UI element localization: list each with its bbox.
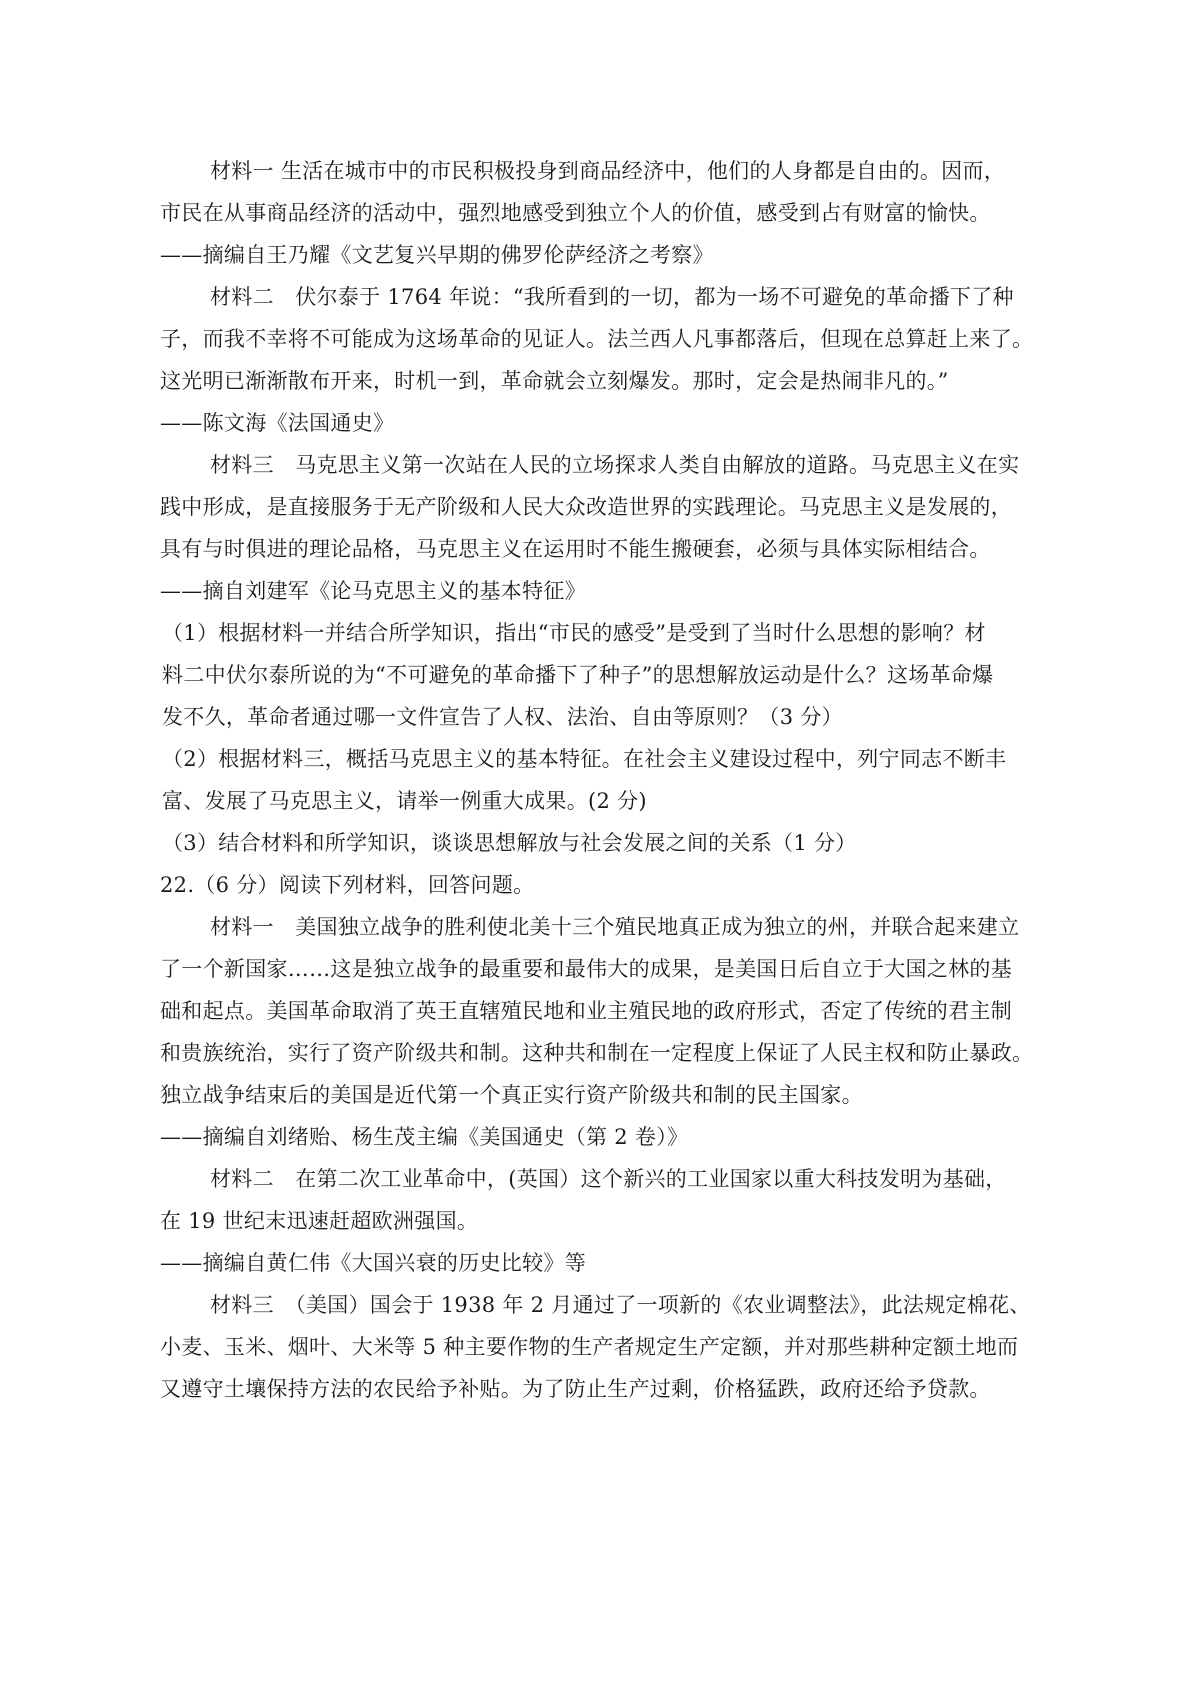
material-1-line-2: 市民在从事商品经济的活动中，强烈地感受到独立个人的价值，感受到占有财富的愉快。 xyxy=(160,201,991,225)
q22-material-1-line-5: 独立战争结束后的美国是近代第一个真正实行资产阶级共和制的民主国家。 xyxy=(160,1083,863,1107)
q22-material-1-line-1: 材料一 美国独立战争的胜利使北美十三个殖民地真正成为独立的州，并联合起来建立 xyxy=(210,915,1020,939)
page-content xyxy=(160,150,1034,1410)
material-1-line-1: 材料一 生活在城市中的市民积极投身到商品经济中，他们的人身都是自由的。因而， xyxy=(210,159,1006,183)
q22-material-2-line-2: 在 19 世纪末迅速赶超欧洲强国。 xyxy=(160,1209,479,1233)
material-2-line-2: 子，而我不幸将不可能成为这场革命的见证人。法兰西人凡事都落后，但现在总算赶上来了。 xyxy=(160,327,1034,351)
question-1-line-2: 料二中伏尔泰所说的为“不可避免的革命播下了种子”的思想解放运动是什么？这场革命爆 xyxy=(162,663,994,687)
material-2-line-1: 材料二 伏尔泰于 1764 年说：“我所看到的一切，都为一场不可避免的革命播下了种 xyxy=(210,285,1014,309)
q22-material-2-line-1: 材料二 在第二次工业革命中，(英国）这个新兴的工业国家以重大科技发明为基础， xyxy=(210,1167,1007,1191)
q22-material-3-line-3: 又遵守土壤保持方法的农民给予补贴。为了防止生产过剩，价格猛跌，政府还给予贷款。 xyxy=(160,1377,991,1401)
material-2-line-3: 这光明已渐渐散布开来，时机一到，革命就会立刻爆发。那时，定会是热闹非凡的。” xyxy=(160,369,949,393)
q22-material-1-source: ——摘编自刘绪贻、杨生茂主编《美国通史（第 2 卷）》 xyxy=(160,1125,689,1149)
q22-material-2-source: ——摘编自黄仁伟《大国兴衰的历史比较》等 xyxy=(160,1251,586,1275)
question-22-header: 22.（6 分）阅读下列材料，回答问题。 xyxy=(160,873,535,897)
q22-material-1-line-3: 础和起点。美国革命取消了英王直辖殖民地和业主殖民地的政府形式，否定了传统的君主制 xyxy=(160,999,1012,1023)
q22-material-1-line-2: 了一个新国家……这是独立战争的最重要和最伟大的成果，是美国日后自立于大国之林的基 xyxy=(160,957,1012,981)
q22-material-3-line-2: 小麦、玉米、烟叶、大米等 5 种主要作物的生产者规定生产定额，并对那些耕种定额土地而 xyxy=(160,1335,1019,1359)
q22-material-1-line-4: 和贵族统治，实行了资产阶级共和制。这种共和制在一定程度上保证了人民主权和防止暴政。 xyxy=(160,1041,1034,1065)
material-3-line-1: 材料三 马克思主义第一次站在人民的立场探求人类自由解放的道路。马克思主义在实 xyxy=(210,453,1020,477)
question-1-line-1: （1）根据材料一并结合所学知识，指出“市民的感受”是受到了当时什么思想的影响？材 xyxy=(162,621,986,645)
question-2-line-2: 富、发展了马克思主义，请举一例重大成果。(2 分) xyxy=(162,789,647,813)
question-3: （3）结合材料和所学知识，谈谈思想解放与社会发展之间的关系（1 分） xyxy=(162,831,857,855)
material-3-source: ——摘自刘建军《论马克思主义的基本特征》 xyxy=(160,579,586,603)
q22-material-3-line-1: 材料三 （美国）国会于 1938 年 2 月通过了一项新的《农业调整法》，此法规定棉花、 xyxy=(210,1293,1031,1317)
material-2-source: ——陈文海《法国通史》 xyxy=(160,411,395,435)
material-1-source: ——摘编自王乃耀《文艺复兴早期的佛罗伦萨经济之考察》 xyxy=(160,243,714,267)
question-1-line-3: 发不久，革命者通过哪一文件宣告了人权、法治、自由等原则？（3 分） xyxy=(162,705,843,729)
material-3-line-2: 践中形成，是直接服务于无产阶级和人民大众改造世界的实践理论。马克思主义是发展的， xyxy=(160,495,1012,519)
question-2-line-1: （2）根据材料三，概括马克思主义的基本特征。在社会主义建设过程中，列宁同志不断丰 xyxy=(162,747,1007,771)
material-3-line-3: 具有与时俱进的理论品格，马克思主义在运用时不能生搬硬套，必须与具体实际相结合。 xyxy=(160,537,991,561)
